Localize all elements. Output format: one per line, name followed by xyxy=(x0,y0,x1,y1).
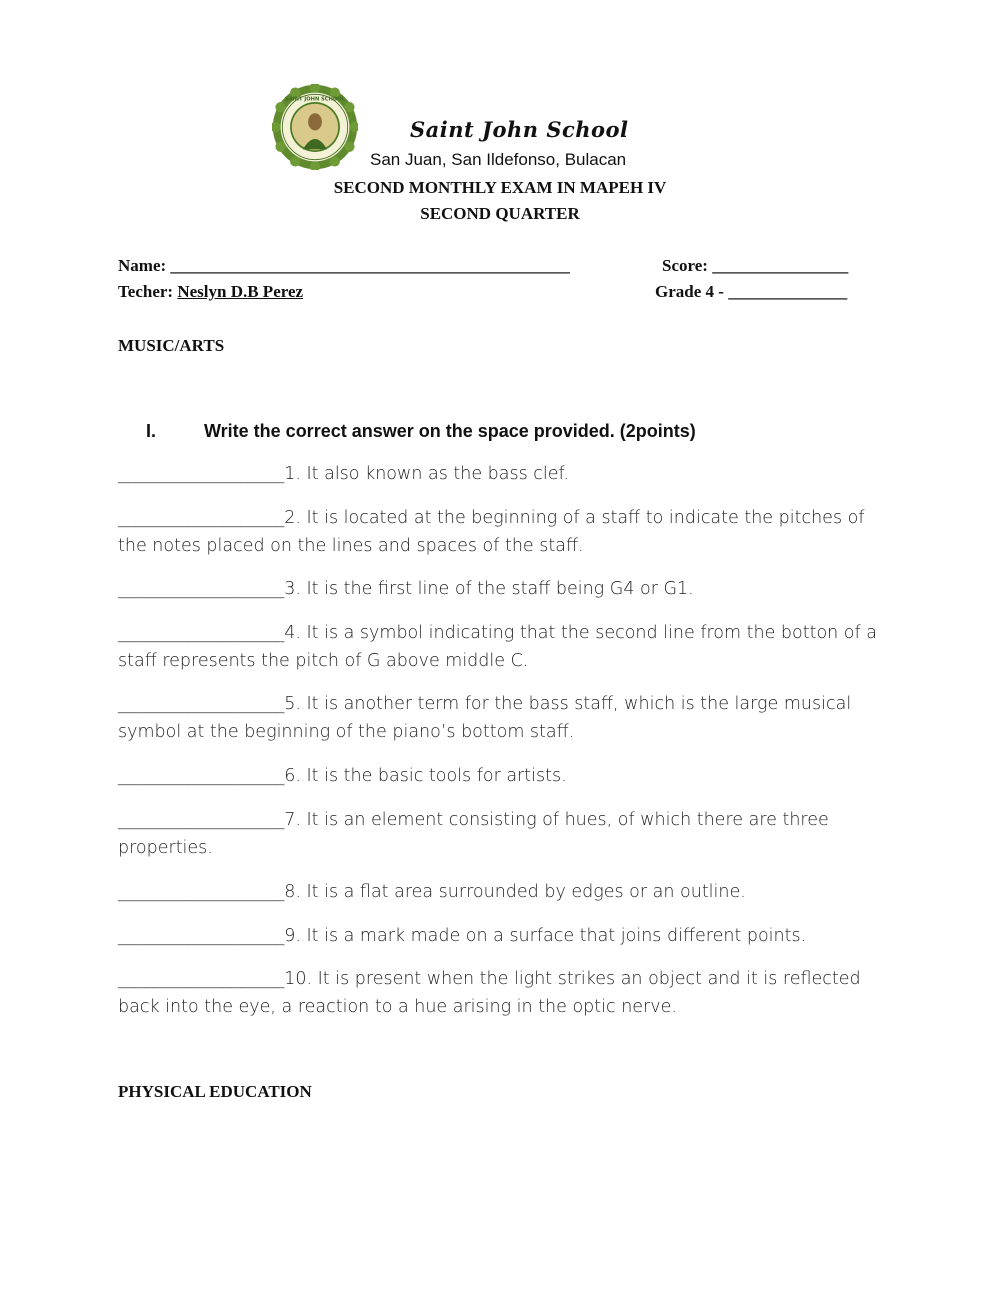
teacher-name: Neslyn D.B Perez xyxy=(177,282,304,301)
score-line[interactable]: ________________ xyxy=(712,256,849,275)
question-item[interactable]: ___________________10. It is present when the light strikes an object and it is reflected back into the eye, a reaction to a hue arising in the optic nerve. xyxy=(118,969,861,1017)
score-label: Score: xyxy=(662,256,708,275)
grade-label: Grade 4 - xyxy=(655,282,724,301)
grade-field[interactable] xyxy=(655,282,847,302)
instruction xyxy=(146,421,696,442)
question-item[interactable]: ___________________1. It also known as the bass clef. xyxy=(118,464,569,484)
name-field[interactable] xyxy=(118,256,570,276)
svg-text:SAINT JOHN SCHOOL: SAINT JOHN SCHOOL xyxy=(285,96,345,103)
exam-quarter: SECOND QUARTER xyxy=(420,204,580,223)
exam-title: SECOND MONTHLY EXAM IN MAPEH IV xyxy=(333,178,667,197)
score-field[interactable] xyxy=(662,256,848,276)
question-item[interactable]: ___________________3. It is the first line of the staff being G4 or G1. xyxy=(118,579,694,599)
question-item[interactable]: ___________________5. It is another term for the bass staff, which is the large musical symbol at the beginning of the piano’s bottom staff. xyxy=(118,694,852,742)
school-address: San Juan, San Ildefonso, Bulacan xyxy=(370,150,627,169)
question-item[interactable]: ___________________2. It is located at the beginning of a staff to indicate the pitches of the notes placed on the lines and spaces of the staff. xyxy=(118,508,865,556)
question-item[interactable]: ___________________9. It is a mark made on a surface that joins different points. xyxy=(118,926,807,946)
name-line[interactable]: _______________________________________________ xyxy=(170,256,570,275)
grade-line[interactable]: ______________ xyxy=(728,282,848,301)
teacher-field xyxy=(118,282,303,302)
instruction-text: Write the correct answer on the space provided. (2points) xyxy=(204,421,696,441)
question-item[interactable]: ___________________4. It is a symbol indicating that the second line from the botton of a staff represents the pitch of G above middle C. xyxy=(118,623,877,671)
name-label: Name: xyxy=(118,256,167,275)
instruction-number: I. xyxy=(146,421,157,441)
teacher-label: Techer: xyxy=(118,282,174,301)
school-seal-logo xyxy=(272,84,358,170)
section-physical-education: PHYSICAL EDUCATION xyxy=(118,1082,312,1101)
school-name: Saint John School xyxy=(410,117,629,142)
question-item[interactable]: ___________________6. It is the basic tools for artists. xyxy=(118,766,567,786)
question-item[interactable]: ___________________7. It is an element consisting of hues, of which there are three properties. xyxy=(118,810,829,858)
question-item[interactable]: ___________________8. It is a flat area surrounded by edges or an outline. xyxy=(118,882,746,902)
section-music-arts: MUSIC/ARTS xyxy=(118,336,225,355)
